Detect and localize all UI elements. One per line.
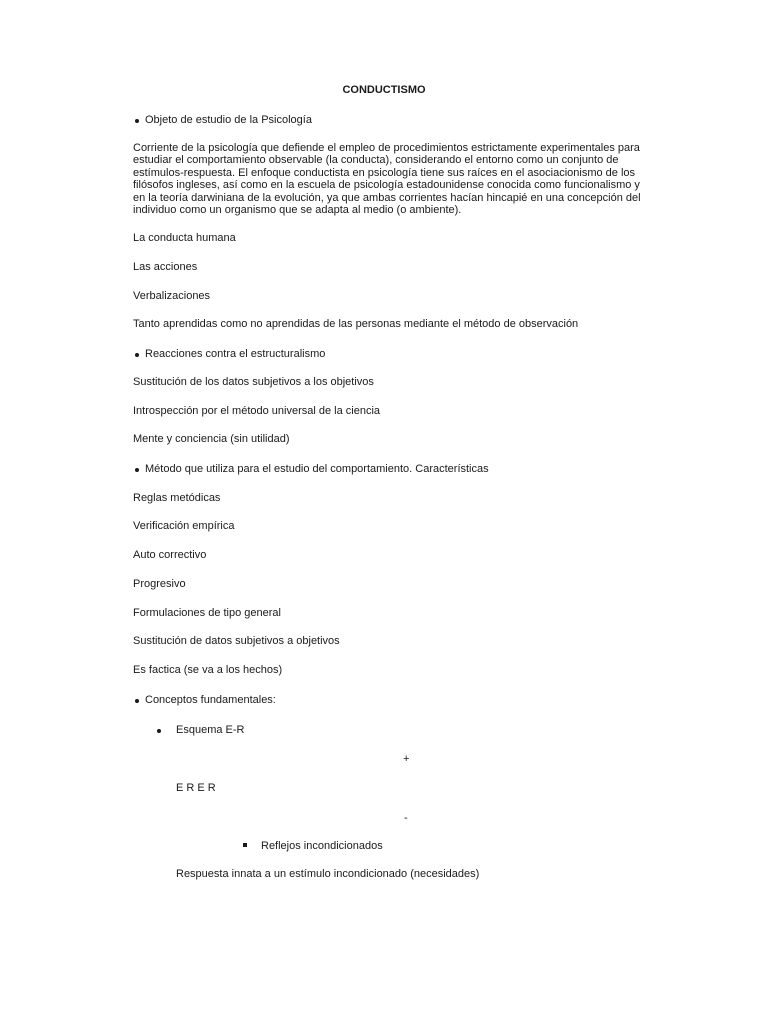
plus-sign: +: [403, 753, 410, 765]
text-line: Progresivo: [133, 578, 186, 590]
text-line: Es factica (se va a los hechos): [133, 664, 283, 676]
paragraph-line: Corriente de la psicología que defiende el empleo de procedimientos estrictamente experimentales para: [133, 142, 640, 154]
bullet-heading-reacciones: Reacciones contra el estructuralismo: [145, 348, 326, 360]
paragraph-line: estudiar el comportamiento observable (la conducta), considerando el entorno como un conjunto de: [133, 154, 619, 167]
bullet-icon: [135, 699, 139, 703]
text-line: Verificación empírica: [133, 520, 235, 532]
text-line: Sustitución de datos subjetivos a objetivos: [133, 635, 340, 647]
paragraph-line: estímulos-respuesta. El enfoque conductista en psicología tiene sus raíces en el asociacionismo de los: [133, 166, 636, 179]
square-bullet-icon: [243, 843, 247, 847]
text-line: Introspección por el método universal de la ciencia: [133, 405, 381, 417]
intro-paragraph: [133, 142, 641, 217]
paragraph-line: individuo como un organismo que se adapta al medio (o ambiente).: [133, 204, 462, 217]
erer-scheme: E R E R: [176, 782, 216, 794]
bullet-icon: [135, 119, 139, 123]
document-title: CONDUCTISMO: [342, 84, 426, 96]
bullet-icon: [135, 353, 139, 357]
bullet-heading-conceptos: Conceptos fundamentales:: [145, 694, 276, 706]
text-line: Respuesta innata a un estímulo incondicionado (necesidades): [176, 868, 480, 880]
text-line: Mente y conciencia (sin utilidad): [133, 433, 290, 445]
text-line: La conducta humana: [133, 232, 236, 244]
text-line: Verbalizaciones: [133, 290, 211, 302]
text-line: Tanto aprendidas como no aprendidas de las personas mediante el método de observación: [133, 318, 579, 330]
bullet-icon: [157, 729, 161, 733]
sub-bullet-esquema: Esquema E-R: [176, 724, 245, 736]
bullet-heading-metodo: Método que utiliza para el estudio del comportamiento. Características: [145, 463, 489, 475]
text-line: Formulaciones de tipo general: [133, 607, 281, 619]
minus-sign: -: [404, 812, 408, 824]
text-line: Auto correctivo: [133, 549, 207, 561]
text-line: Reglas metódicas: [133, 492, 221, 504]
bullet-heading-objeto: Objeto de estudio de la Psicología: [145, 114, 312, 126]
paragraph-line: en la teoría darwiniana de la evolución, ya que ambas corrientes hacían hincapié en una concepción del: [133, 191, 641, 204]
paragraph-line: filósofos ingleses, así como en la escuela de psicología estadounidense conocida como funcionalismo y: [133, 179, 640, 192]
bullet-icon: [135, 468, 139, 472]
text-line: Las acciones: [133, 261, 198, 273]
text-line: Sustitución de los datos subjetivos a los objetivos: [133, 376, 374, 388]
square-bullet-reflejos: Reflejos incondicionados: [261, 840, 383, 852]
